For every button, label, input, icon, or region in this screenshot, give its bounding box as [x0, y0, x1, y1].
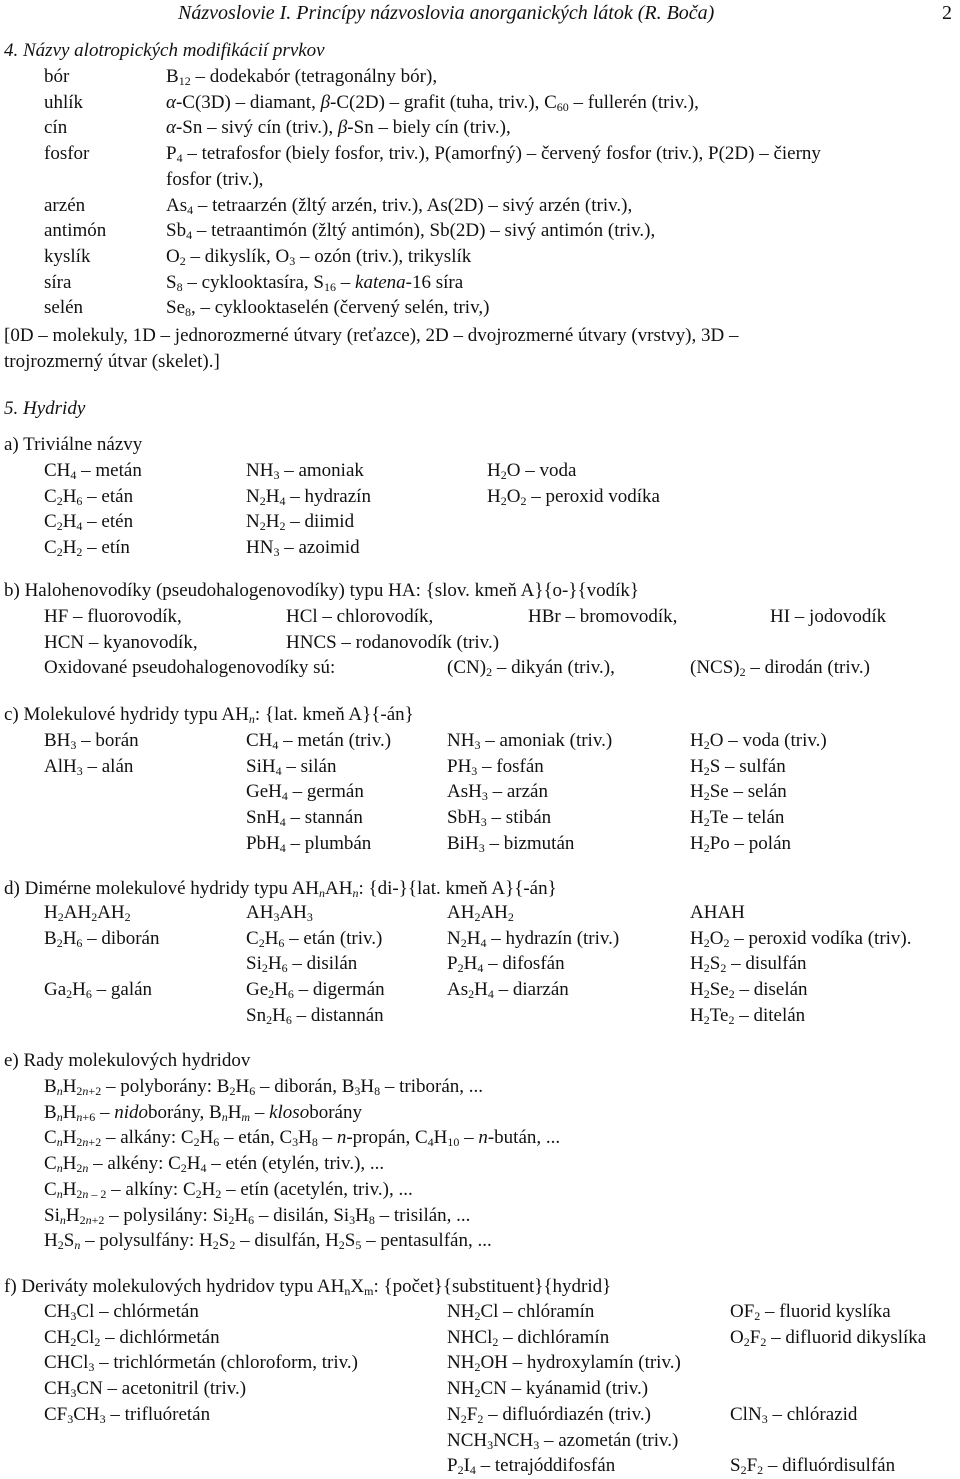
section-4-title: 4. Názvy alotropických modifikácií prvkov: [4, 40, 325, 61]
molecular-hydride: $BH_3$ – borán: [44, 730, 139, 752]
hydride-series: $B_nH_{n+6}$ – nidoborány, $B_nH_m$ – klosoborány: [44, 1101, 362, 1124]
hydride-series: $C_nH_{2n}$ – alkény: $C_2H_4$ – etén (etylén, triv.), ...: [44, 1153, 385, 1176]
hydride-derivative: $NH_2Cl$ – chlóramín: [447, 1301, 595, 1323]
molecular-hydride: BiH$_3$ – bizmután: [447, 832, 575, 855]
molecular-hydride: SbH$_3$ – stibán: [447, 807, 552, 830]
trivial-hydride: $N_2H_2$ – diimid: [246, 511, 355, 534]
allotrope-element: selén: [44, 297, 84, 319]
allotrope-element: cín: [44, 117, 68, 139]
allotrope-description: $As_4$ – tetraarzén (žltý arzén, triv.), As(2D) – sivý arzén (triv.),: [166, 194, 633, 217]
dimension-note: [0D – molekuly, 1D – jednorozmerné útvary (reťazce), 2D – dvojrozmerné útvary (vrstvy), 3D –: [4, 325, 739, 346]
molecular-hydride: SiH$_4$ – silán: [246, 755, 337, 778]
hydride-derivative: $NH_2CN$ – kyánamid (triv.): [447, 1378, 649, 1401]
dimeric-hydride: $H_2S_2$ – disulfán: [690, 953, 807, 976]
dimeric-hydride: $H_2O_2$ – peroxid vodíka (triv).: [690, 927, 912, 950]
allotrope-element: kyslík: [44, 245, 91, 267]
dimension-note: trojrozmerný útvar (skelet).]: [4, 350, 220, 372]
hydride-derivative: NHCl$_2$ – dichlóramín: [447, 1326, 610, 1349]
dimeric-hydride: $H_2Se_2$ – diselán: [690, 979, 808, 1002]
dimeric-hydride: $AH_2AH_2$: [447, 902, 514, 924]
page-header: Názvoslovie I. Princípy názvoslovia anorganických látok (R. Boča): [178, 2, 715, 24]
dimeric-hydride: $Ga_2H_6$ – galán: [44, 979, 153, 1002]
hydride-derivative: CHCl$_3$ – trichlórmetán (chloroform, triv.): [44, 1352, 358, 1375]
dimeric-hydride: $B_2H_6$ – diborán: [44, 927, 160, 950]
trivial-hydride: $N_2H_4$ – hydrazín: [246, 485, 371, 508]
hydride-derivative: $O_2F_2$ – difluorid dikyslíka: [730, 1326, 927, 1349]
subsection-d-title: d) Dimérne molekulové hydridy typu $AH_nAH_n$: {di-}{lat. kmeň A}{-án}: [4, 878, 557, 900]
molecular-hydride: $NH_3$ – amoniak (triv.): [447, 730, 613, 752]
dimeric-hydride: AHAH: [690, 902, 745, 923]
halogen-hydride: HBr – bromovodík,: [528, 606, 678, 627]
section-5-title: 5. Hydridy: [4, 398, 86, 419]
allotrope-description: $S_8$ – cyklooktasíra, $S_{16}$ – katena-16 síra: [166, 271, 464, 294]
allotrope-description: $O_2$ – dikyslík, $O_3$ – ozón (triv.), trikyslík: [166, 245, 472, 268]
dimeric-hydride: $C_2H_6$ – etán (triv.): [246, 927, 383, 950]
subsection-a-title: a) Triviálne názvy: [4, 434, 143, 455]
subsection-f-title: f) Deriváty molekulových hydridov typu $AH_nX_m$: {počet}{substituent}{hydrid}: [4, 1276, 612, 1298]
dimeric-hydride: $N_2H_4$ – hydrazín (triv.): [447, 927, 620, 950]
molecular-hydride: AsH$_3$ – arzán: [447, 781, 548, 804]
dimeric-hydride: $As_2H_4$ – diarzán: [447, 979, 569, 1002]
allotrope-element: síra: [44, 271, 72, 293]
hydride-derivative: $N_2F_2$ – difluórdiazén (triv.): [447, 1403, 651, 1426]
subsection-b-title: b) Halohenovodíky (pseudohalogenovodíky) typu HA: {slov. kmeň A}{o-}{vodík}: [4, 580, 640, 601]
trivial-hydride: $NH_3$ – amoniak: [246, 460, 364, 482]
hydride-series: $B_nH_{2n+2}$ – polyborány: $B_2H_6$ – diborán, $B_3H_8$ – triborán, ...: [44, 1076, 484, 1098]
trivial-hydride: $C_2H_2$ – etín: [44, 537, 130, 560]
hydride-derivative: ClN$_3$ – chlórazid: [730, 1403, 858, 1426]
allotrope-element: arzén: [44, 194, 86, 216]
halogen-hydride: HCl – chlorovodík,: [286, 606, 434, 627]
molecular-hydride: $H_2Te$ – telán: [690, 807, 785, 830]
hydride-derivative: $CH_3CN$ – acetonitril (triv.): [44, 1378, 247, 1401]
dimeric-hydride: $Si_2H_6$ – disilán: [246, 953, 358, 976]
hydride-series: $C_nH_{2n - 2}$ – alkíny: $C_2H_2$ – etín (acetylén, triv.), ...: [44, 1178, 413, 1201]
halogen-hydride: Oxidované pseudohalogenovodíky sú:: [44, 657, 336, 679]
trivial-hydride: $HN_3$ – azoimid: [246, 537, 360, 560]
hydride-series: $H_2S_n$ – polysulfány: $H_2S_2$ – disulfán, $H_2S_5$ – pentasulfán, ...: [44, 1230, 492, 1253]
allotrope-element: uhlík: [44, 91, 84, 113]
hydride-derivative: $OF_2$ – fluorid kyslíka: [730, 1301, 891, 1323]
hydride-derivative: $S_2F_2$ – difluórdisulfán: [730, 1455, 896, 1478]
allotrope-description: α-Sn – sivý cín (triv.), β-Sn – biely cín (triv.),: [166, 117, 511, 139]
hydride-derivative: $P_2I_4$ – tetrajóddifosfán: [447, 1455, 616, 1478]
hydride-series: $C_nH_{2n+2}$ – alkány: $C_2H_6$ – etán, $C_3H_8$ – n-propán, $C_4H_{10}$ – n-bután, ...: [44, 1127, 561, 1150]
molecular-hydride: GeH$_4$ – germán: [246, 781, 364, 804]
allotrope-element: antimón: [44, 220, 107, 242]
dimeric-hydride: $H_2AH_2AH_2$: [44, 902, 131, 924]
subsection-c-title: c) Molekulové hydridy typu $AH_n$: {lat. kmeň A}{-án}: [4, 704, 414, 726]
hydride-series: $Si_nH_{2n+2}$ – polysilány: $Si_2H_6$ – disilán, $Si_3H_8$ – trisilán, ...: [44, 1204, 471, 1227]
halogen-hydride: $(NCS)_2$ – dirodán (triv.): [690, 657, 870, 680]
allotrope-element: bór: [44, 66, 70, 87]
allotrope-description: $Sb_4$ – tetraantimón (žltý antimón), Sb(2D) – sivý antimón (triv.),: [166, 220, 656, 243]
dimeric-hydride: $H_2Te_2$ – ditelán: [690, 1004, 806, 1027]
subsection-e-title: e) Rady molekulových hydridov: [4, 1050, 251, 1071]
allotrope-description: fosfor (triv.),: [166, 168, 264, 190]
molecular-hydride: $H_2Po$ – polán: [690, 832, 792, 855]
hydride-derivative: $CF_3CH_3$ – trifluóretán: [44, 1403, 211, 1426]
trivial-hydride: $H_2O_2$ – peroxid vodíka: [487, 485, 660, 508]
molecular-hydride: $PH_3$ – fosfán: [447, 755, 544, 778]
halogen-hydride: HCN – kyanovodík,: [44, 631, 198, 653]
hydride-derivative: $NH_2OH$ – hydroxylamín (triv.): [447, 1352, 681, 1375]
allotrope-description: $B_{12}$ – dodekabór (tetragonálny bór),: [166, 66, 438, 88]
trivial-hydride: $H_2O$ – voda: [487, 460, 577, 482]
page-number: 2: [942, 2, 952, 24]
halogen-hydride: HI – jodovodík: [770, 606, 887, 627]
halogen-hydride: $(CN)_2$ – dikyán (triv.),: [447, 657, 615, 680]
trivial-hydride: $CH_4$ – metán: [44, 460, 142, 482]
allotrope-description: $Se_8$, – cyklooktaselén (červený selén, triv,): [166, 297, 490, 320]
hydride-derivative: $CH_2Cl_2$ – dichlórmetán: [44, 1326, 220, 1349]
trivial-hydride: $C_2H_6$ – etán: [44, 485, 134, 508]
halogen-hydride: HNCS – rodanovodík (triv.): [286, 631, 500, 653]
hydride-derivative: $CH_3Cl$ – chlórmetán: [44, 1301, 199, 1323]
halogen-hydride: HF – fluorovodík,: [44, 606, 182, 627]
molecular-hydride: $H_2Se$ – selán: [690, 781, 787, 804]
molecular-hydride: SnH$_4$ – stannán: [246, 807, 363, 830]
molecular-hydride: $CH_4$ – metán (triv.): [246, 730, 392, 752]
allotrope-description: $P_4$ – tetrafosfor (biely fosfor, triv.), P(amorfný) – červený fosfor (triv.), P(2D) – čierny: [166, 143, 821, 166]
molecular-hydride: AlH$_3$ – alán: [44, 755, 134, 778]
dimeric-hydride: $Ge_2H_6$ – digermán: [246, 979, 385, 1002]
dimeric-hydride: $AH_3AH_3$: [246, 902, 313, 924]
allotrope-description: α-C(3D) – diamant, β-C(2D) – grafit (tuha, triv.), $C_{60}$ – fullerén (triv.),: [166, 91, 699, 114]
allotrope-element: fosfor: [44, 143, 90, 165]
molecular-hydride: $H_2O$ – voda (triv.): [690, 730, 827, 752]
trivial-hydride: $C_2H_4$ – etén: [44, 511, 134, 534]
hydride-derivative: $NCH_3NCH_3$ – azometán (triv.): [447, 1429, 679, 1452]
molecular-hydride: $H_2S$ – sulfán: [690, 755, 786, 778]
molecular-hydride: PbH$_4$ – plumbán: [246, 832, 372, 855]
dimeric-hydride: $Sn_2H_6$ – distannán: [246, 1004, 384, 1027]
dimeric-hydride: $P_2H_4$ – difosfán: [447, 953, 565, 976]
